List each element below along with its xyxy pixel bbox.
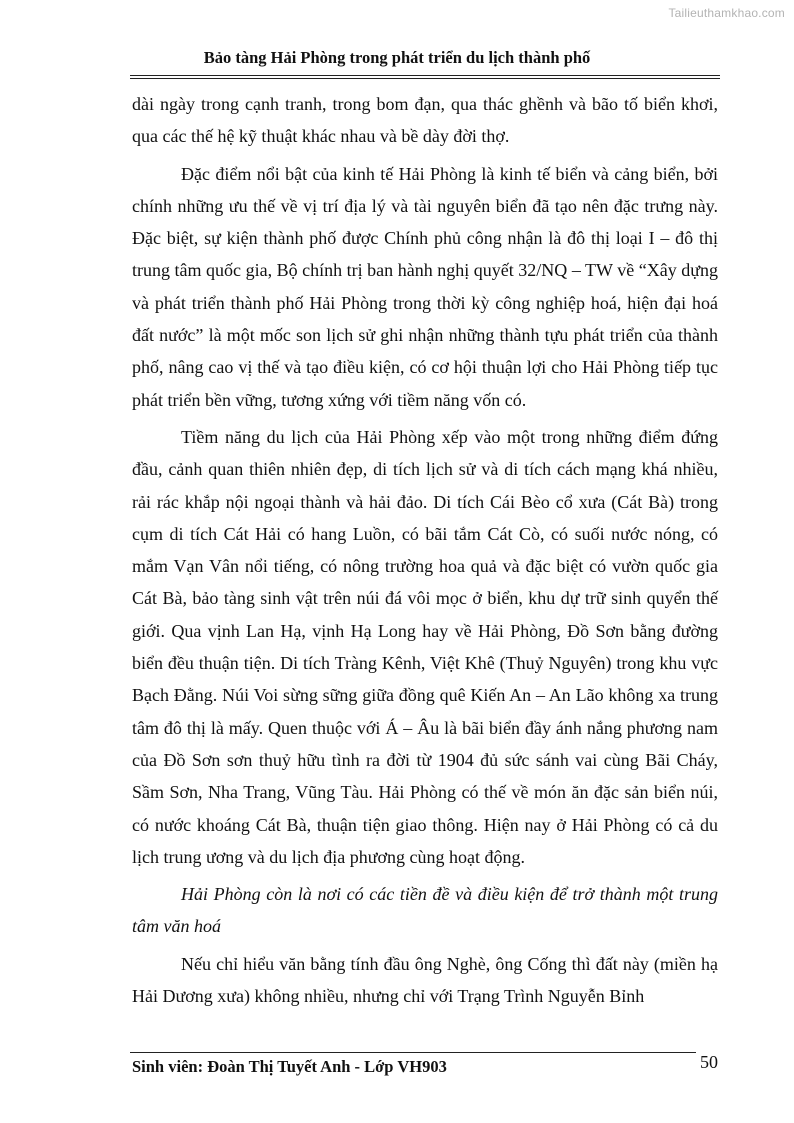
header-rule [130,75,720,76]
watermark: Tailieuthamkhao.com [668,6,785,20]
footer-rule [130,1052,696,1053]
body-text [132,88,718,1017]
paragraph-tourism-potential: Tiềm năng du lịch của Hải Phòng xếp vào một trong những điểm đứng đầu, cảnh quan thiên nhiên đẹp, di tích lịch sử và di tích cách mạng khá nhiều, rải rác khắp nội ngoại thành và hải đảo. Di tích Cái Bèo cổ xưa (Cát Bà) trong cụm di tích Cát Hải có hang Luồn, có bãi tắm Cát Cò, có suối nước nóng, có mắm Vạn Vân nổi tiếng, có nông trường hoa quả và đặc biệt có vườn quốc gia Cát Bà, bảo tàng sinh vật trên núi đá vôi mọc ở biển, khu dự trữ sinh quyển thế giới. Qua vịnh Lan Hạ, vịnh Hạ Long hay về Hải Phòng, Đồ Sơn bằng đường biển đều thuận tiện. Di tích Tràng Kênh, Việt Khê (Thuỷ Nguyên) trong khu vực Bạch Đằng. Núi Voi sừng sững giữa đồng quê Kiến An – An Lão không xa trung tâm đô thị là mấy. Quen thuộc với Á – Âu là bãi biển đầy ánh nắng phương nam của Đồ Sơn sơn thuỷ hữu tình ra đời từ 1904 đủ sức sánh vai cùng Bãi Cháy, Sầm Sơn, Nha Trang, Vũng Tàu. Hải Phòng có thế về món ăn đặc sản biển núi, có nước khoáng Cát Bà, thuận tiện giao thông. Hiện nay ở Hải Phòng có cả du lịch trung ương và du lịch địa phương cùng hoạt động. [132,426,718,867]
header-rule-double [130,78,720,79]
paragraph-culture: Nếu chỉ hiểu văn bằng tính đầu ông Nghè, ông Cống thì đất này (miền hạ Hải Dương xưa) không nhiều, nhưng chỉ với Trạng Trình Nguyễn Bỉnh [132,953,718,1007]
footer-student: Sinh viên: Đoàn Thị Tuyết Anh - Lớp VH903 [132,1057,447,1076]
section-heading-culture: Hải Phòng còn là nơi có các tiền đề và điều kiện để trở thành một trung tâm văn hoá [132,884,718,937]
page-number: 50 [700,1052,718,1072]
paragraph-continuation: dài ngày trong cạnh tranh, trong bom đạn, qua thác ghềnh và bão tố biển khơi, qua các thế hệ kỹ thuật khác nhau và bề dày đời thợ. [132,94,718,147]
paragraph-economy: Đặc điểm nổi bật của kinh tế Hải Phòng là kinh tế biển và cảng biển, bởi chính những ưu thế về vị trí địa lý và tài nguyên biển đã tạo nên đặc trưng này. Đặc biệt, sự kiện thành phố được Chính phủ công nhận là đô thị loại I – đô thị trung tâm quốc gia, Bộ chính trị ban hành nghị quyết 32/NQ – TW về “Xây dựng và phát triển thành phố Hải Phòng trong thời kỳ công nghiệp hoá, hiện đại hoá đất nước” là một mốc son lịch sử ghi nhận những thành tựu phát triển của thành phố, nâng cao vị thế và tạo điều kiện, có cơ hội thuận lợi cho Hải Phòng tiếp tục phát triển bền vững, tương xứng với tiềm năng vốn có. [132,163,718,410]
running-header: Bảo tàng Hải Phòng trong phát triển du lịch thành phố [203,48,591,67]
